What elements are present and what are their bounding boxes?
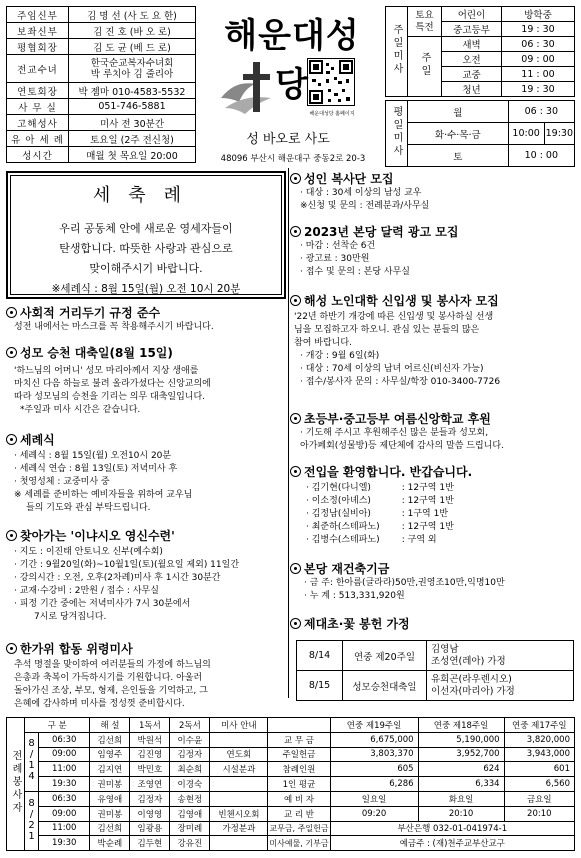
bullet-icon	[290, 173, 301, 184]
account-holder: 예금주 : (재)천주교부산교구	[330, 836, 574, 851]
staff-value: 김 도 균 (베 드 로)	[69, 39, 196, 55]
list-item: · 김정남(실비아) : 1구역 1반	[306, 509, 449, 519]
saturday-label: 토요 특전	[408, 7, 442, 37]
list-item: · 김기현(다니엘) : 12구역 1반	[306, 483, 454, 493]
table-row: 19:30 박순례 김두현 강유진 미사예물, 기부금 예금주 : (재)천주교부산교구	[7, 836, 575, 851]
mass-group: 중고등부	[442, 22, 502, 37]
weekday-time: 19:30	[544, 123, 574, 145]
flower-event: 연중 제20주일	[343, 641, 427, 671]
weekday-time: 06 : 30	[508, 101, 574, 123]
qr-caption: 해운대성당 홈페이지	[309, 111, 355, 117]
col-header: 연중 제19주일	[330, 718, 418, 733]
column-divider	[288, 168, 289, 698]
celebration-date: ※세례식 : 8월 15일(월) 오전 10시 20분	[51, 283, 241, 295]
flower-family: 유희곤(라우렌시오) 이선자(마리아) 가정	[427, 671, 574, 701]
section-title: 성인 복사단 모집	[290, 170, 575, 187]
staff-value: 051-746-5881	[69, 99, 196, 115]
section-body: · 세례식 : 8월 15일(월) 오전10시 20분 · 세례식 연습 : 8월 13일(토) 저녁미사 후 · 첫영성체 : 교중미사 중 ※ 세례를 준비하는 예비자들을 위하여 교우님 들의 기도와 관심 부탁드립니다.	[14, 451, 193, 513]
section-title: 사회적 거리두기 규정 준수	[6, 304, 286, 321]
bottom-side-label: 전례봉사자	[7, 718, 25, 851]
staff-label: 전교수녀	[7, 55, 69, 83]
mass-time: 06 : 30	[502, 37, 575, 52]
mass-time: 19 : 30	[502, 82, 575, 97]
liturgy-finance-table	[6, 717, 575, 851]
weekday-label: 화·수·목·금	[408, 123, 509, 145]
col-header: 해 설	[90, 718, 130, 733]
staff-value: 박 젬마 010-4583-5532	[69, 83, 196, 99]
staff-label: 사 무 실	[7, 99, 69, 115]
welcome-list	[290, 482, 575, 547]
section-retreat	[6, 527, 286, 624]
section-assumption	[6, 344, 286, 417]
section-distancing: 사회적 거리두기 규정 준수 성전 내에서는 마스크를 꼭 착용해주시기 바랍니다.	[6, 304, 286, 334]
patron-saint: 성 바오로 사도	[246, 132, 330, 147]
mass-time: 09 : 00	[502, 52, 575, 67]
mass-group: 오전	[442, 52, 502, 67]
bank-account: 부산은행 032-01-041974-1	[330, 821, 574, 836]
weekday-label: 토	[408, 145, 509, 167]
flower-event: 성모승천대축일	[343, 671, 427, 701]
list-item: · 최준하(스테파노) : 12구역 1반	[306, 522, 454, 532]
celebration-body: 우리 공동체 안에 새로운 영세자들이 탄생합니다. 따뜻한 사랑과 관심으로 맞이해주시기 바랍니다.	[59, 222, 233, 275]
section-title: 2023년 본당 달력 광고 모집	[290, 223, 575, 240]
staff-label: 고해성사	[7, 115, 69, 131]
mass-group: 교중	[442, 67, 502, 82]
section-body: · 대상 : 30세 이상의 남성 교우 ※신청 및 문의 : 전례분과/사무실	[300, 188, 430, 211]
staff-label: 연토회장	[7, 83, 69, 99]
flowers-table	[296, 640, 574, 701]
celebration-title: 세축례	[92, 185, 200, 206]
staff-label: 평협회장	[7, 39, 69, 55]
section-body: · 기도해 주시고 후원해주신 많은 분들과 성모회, 아가페회(성물방)등 제단체에 감사의 말씀 드립니다.	[300, 428, 504, 451]
section-title: 성모 승천 대축일(8월 15일)	[6, 344, 286, 361]
mass-time: 11 : 00	[502, 67, 575, 82]
mass-time: 19 : 30	[502, 22, 575, 37]
table-row: 8/21 06:30 유영애 김정자 송현정 예 비 자 일요일 화요일 금요일	[7, 791, 575, 806]
table-row: 11:00 김지연 박민호 최순희 시설분과 참례인원 605 624 601	[7, 762, 575, 777]
sunday-mass-side-label: 주일미사	[386, 7, 408, 97]
col-header: 구 분	[25, 718, 90, 733]
week-date: 8/21	[25, 791, 39, 850]
list-item: · 이소정(아녜스) : 12구역 1반	[306, 496, 454, 506]
section-title: 한가위 합동 위령미사	[6, 640, 286, 657]
sunday-label: 주일	[408, 37, 442, 97]
staff-label: 유 아 세 례	[7, 131, 69, 147]
bullet-icon	[6, 307, 17, 318]
table-row: 8/14 06:30 김선희 박원석 이수윤 교 무 금 6,675,000 5,190,000 3,820,000	[7, 732, 575, 747]
col-header: 연중 제17주일	[504, 718, 574, 733]
section-title: 세례식	[6, 431, 286, 448]
weekday-mass-table	[385, 100, 575, 167]
parish-title: 해운대성당	[224, 16, 360, 105]
section-rebuild-fund	[290, 560, 575, 603]
col-header	[268, 718, 330, 733]
section-altar-servers	[290, 170, 575, 213]
parish-address: 48096 부산시 해운대구 중동2로 20-3	[220, 154, 366, 164]
week-date: 8/14	[25, 732, 39, 791]
qr-code-icon[interactable]	[307, 58, 355, 106]
baptism-celebration-box	[6, 171, 286, 299]
section-body: 추석 명절을 맞이하여 여러분들의 가정에 하느님의 은총과 축복이 가득하시기를 기원합니다. 아울러 돌아가신 조상, 부모, 형제, 은인들을 기억하고, 그 은혜에 감사하며 미사를 정성껏 준비합시다.	[14, 660, 211, 709]
staff-table	[6, 6, 196, 163]
section-body: · 금 주: 한아름(글라라)50만,권영조10만,익명10만 · 누 계 : 513,331,920원	[304, 578, 505, 601]
section-title: 제대초·꽃 봉헌 가정	[290, 615, 575, 632]
section-title: 전입을 환영합니다. 반갑습니다.	[290, 463, 575, 480]
sunday-mass-table	[385, 6, 575, 97]
section-summer-camp	[290, 410, 575, 453]
flower-date: 8/15	[297, 671, 343, 701]
bullet-icon	[290, 618, 301, 629]
staff-value: 김 진 호 (바 오 로)	[69, 23, 196, 39]
bullet-icon	[6, 347, 17, 358]
mass-group: 청년	[442, 82, 502, 97]
col-age: 어린이	[442, 7, 502, 22]
flower-family: 김영남 조성연(레아) 가정	[427, 641, 574, 671]
staff-label: 성시간	[7, 147, 69, 163]
bullet-icon	[6, 530, 17, 541]
staff-value	[69, 55, 196, 83]
cross-logo-icon	[215, 58, 285, 120]
col-time: 방학중	[502, 7, 575, 22]
section-calendar-ad	[290, 223, 575, 279]
col-header: 연중 제18주일	[418, 718, 504, 733]
staff-value: 매월 첫 목요일 20:00	[69, 147, 196, 163]
table-row: 09:00 임영주 김진영 김정자 연도회 주일헌금 3,803,370 3,952,700 3,943,000	[7, 747, 575, 762]
bullet-icon	[6, 643, 17, 654]
staff-value: 김 명 선 (사 도 요 한)	[69, 7, 196, 23]
bullet-icon	[290, 563, 301, 574]
col-header: 1독서	[130, 718, 170, 733]
list-item: · 김병수(스테파노) : 구역 외	[306, 535, 437, 545]
col-header: 미사 안내	[210, 718, 268, 733]
staff-label: 주임신부	[7, 7, 69, 23]
staff-value: 토요일 (2주 전신청)	[69, 131, 196, 147]
bullet-icon	[290, 226, 301, 237]
section-body: · 마감 : 선착순 6건 · 광고료 : 30만원 · 접수 및 문의 : 본당 사무실	[300, 241, 410, 277]
section-baptism	[6, 431, 286, 515]
section-senior-college	[290, 292, 575, 389]
section-title: 초등부·중고등부 여름신앙학교 후원	[290, 410, 575, 427]
table-row	[297, 641, 574, 671]
bullet-icon	[290, 295, 301, 306]
section-title: 찾아가는 '이냐시오 영신수련'	[6, 527, 286, 544]
col-header: 2독서	[170, 718, 210, 733]
mass-group: 새벽	[442, 37, 502, 52]
staff-label: 보좌신부	[7, 23, 69, 39]
section-body: · 지도 : 이진태 안토니오 신부(예수회) · 기간 : 9월20일(화)~10월1일(토)(월요일 제외) 11일간 · 강의시간 : 오전, 오후(2차례)미사 후 1시간 30분간 · 교재·수강비 : 2만원 / 접수 : 사무실 · 피정 기간 중에는 저녁미사가 7시 30분에서 7시로 당겨집니다.	[14, 547, 240, 622]
section-title: 본당 재건축기금	[290, 560, 575, 577]
section-body: '22년 하반기 개강에 따른 신입생 및 봉사하실 선생 님을 모집하고자 하오니. 관심 있는 분들의 많은 참여 바랍니다. · 개강 : 9월 6일(화) · 대상 : 70세 이상의 남녀 어르신(비신자 가능) · 접수/봉사자 문의 : 사무실/학장 010-3400-7726	[294, 312, 501, 387]
table-header-row	[7, 718, 575, 733]
section-body: '하느님의 어머니' 성모 마리아께서 지상 생애를 마치신 다음 하늘로 불려 올라가셨다는 신앙교의에 따라 성모님의 승천을 기리는 의무 대축일입니다. *주일과 미사 시간은 같습니다.	[14, 366, 211, 415]
staff-value: 미사 전 30분간	[69, 115, 196, 131]
section-title: 해성 노인대학 신입생 및 봉사자 모집	[290, 292, 575, 309]
table-row	[297, 671, 574, 701]
sister-names: 박 루치아 김 줄리아	[90, 68, 174, 80]
bullet-icon	[290, 413, 301, 424]
bullet-icon	[290, 466, 301, 477]
bullet-icon	[6, 434, 17, 445]
section-welcome	[290, 463, 575, 547]
weekday-label: 월	[408, 101, 509, 123]
table-row: 09:00 권미봉 이영영 김영애 빈첸시오회 교 리 반 09:20 20:10 20:10	[7, 806, 575, 821]
sister-order: 한국순교복자수녀회	[90, 57, 174, 69]
weekday-time: 10:00	[508, 123, 544, 145]
section-chuseok	[6, 640, 286, 711]
flower-date: 8/14	[297, 641, 343, 671]
table-row: 11:00 김선희 임광용 장미례 가정분과 교무금, 주일헌금 부산은행 032-01-041974-1	[7, 821, 575, 836]
weekday-time: 10 : 00	[508, 145, 574, 167]
section-flowers	[290, 615, 575, 632]
table-row: 19:30 권미봉 조영연 이경숙 1인 평균 6,286 6,334 6,560	[7, 777, 575, 792]
weekday-mass-side-label: 평일미사	[386, 101, 408, 167]
